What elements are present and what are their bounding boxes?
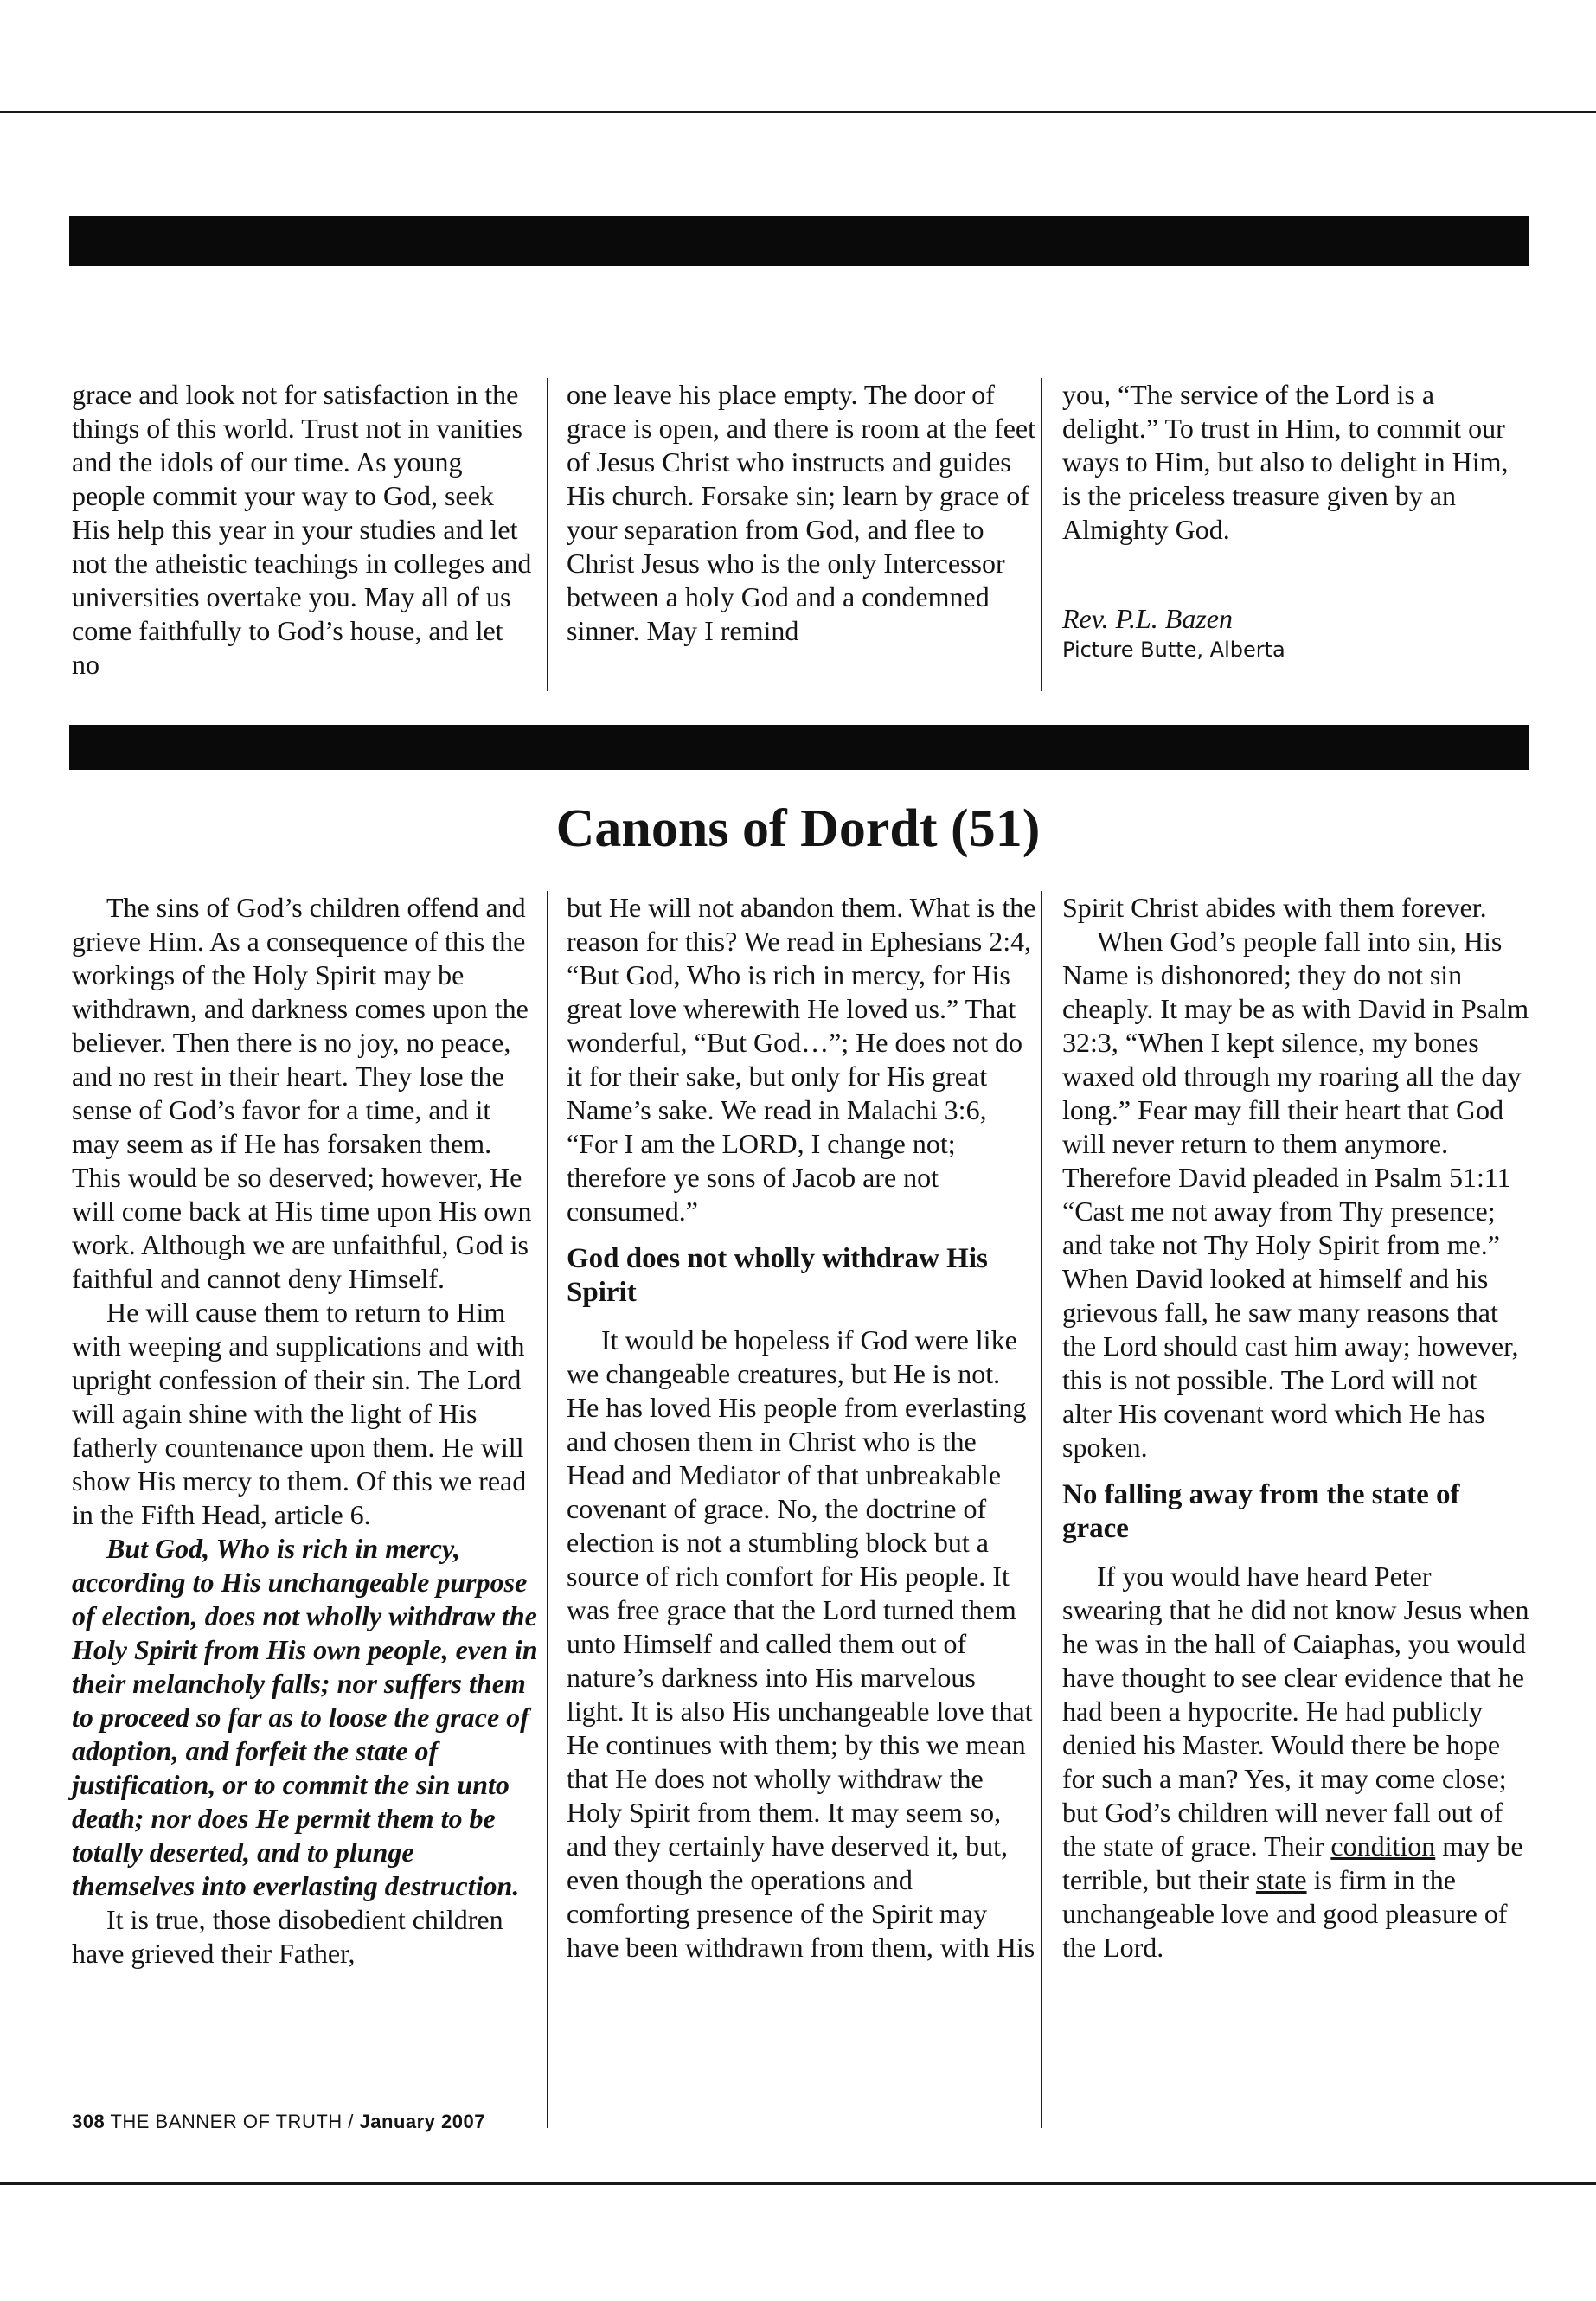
section-band — [69, 725, 1529, 770]
column-divider — [547, 891, 548, 2128]
article-title: Canons of Dordt (51) — [555, 799, 1041, 858]
paragraph-text: may be terrible, but their — [1062, 1830, 1523, 1895]
author-name: Rev. P.L. Bazen — [1062, 603, 1233, 634]
article-paragraph: but He will not abandon them. What is the reason for this? We read in Ephesians 2:4, “But God, Who is rich in mercy, for His great love wherewith He loved us.” That wonderful, “But God…”; He does not do it for their sake, but only for His great Name’s sake. We read in Malachi 3:6, “For I am the LORD, I change not; therefore ye sons of Jacob are not consumed.” — [567, 892, 1036, 1227]
article-column-2 — [567, 891, 1038, 1965]
article-column-1 — [72, 891, 539, 1971]
column-divider — [1041, 378, 1042, 691]
section-subheading: No falling away from the state of grace — [1062, 1479, 1460, 1544]
canon-quote: But God, Who is rich in mercy, according to His unchangeable purpose of election, does not wholly withdraw the Holy Spirit from His own people, even in their melancholy falls; nor suffers them to proceed so far as to loose the grace of adoption, and forfeit the state of justification, or to commit the sin unto death; nor does He permit them to be totally deserted, and to plunge themselves into everlasting destruction. — [72, 1533, 538, 1901]
top-column-3-text: you, “The service of the Lord is a delight.” To trust in Him, to commit our ways to Him, but also to delight in Him, is the priceless treasure given by an Almighty God. — [1062, 379, 1509, 545]
column-divider — [547, 378, 548, 691]
page-number: 308 — [72, 2111, 106, 2132]
article-paragraph: When God’s people fall into sin, His Name is dishonored; they do not sin cheaply. It may be as with David in Psalm 32:3, “When I kept silence, my bones waxed old through my roaring all the day long.” Fear may fill their heart that God will never return to them anymore. Therefore David pleaded in Psalm 51:11 “Cast me not away from Thy presence; and take not Thy Holy Spirit from me.” When David looked at himself and his grievous fall, he saw many reasons that the Lord should cast him away; however, this is not possible. The Lord will not alter His covenant word which He has spoken. — [1062, 926, 1529, 1463]
page-footer — [72, 2111, 485, 2133]
top-column-1 — [72, 378, 536, 682]
article-paragraph: Spirit Christ abides with them forever. — [1062, 892, 1487, 923]
top-column-2 — [567, 378, 1038, 648]
column-divider — [1041, 891, 1042, 2128]
underlined-word-state: state — [1255, 1864, 1307, 1895]
footer-separator: / — [348, 2111, 354, 2132]
article-paragraph: It would be hopeless if God were like we changeable creatures, but He is not. He has loved His people from everlasting and chosen them in Christ who is the Head and Mediator of that unbreakable covenant of grace. No, the doctrine of election is not a stumbling block but a source of rich comfort for His people. It was free grace that the Lord turned them unto Himself and called them out of nature’s darkness into His marvelous light. It is also His unchangeable love that He continues with them; by this we mean that He does not wholly withdraw the Holy Spirit from them. It may seem so, and they certainly have deserved it, but, even though the operations and comforting presence of the Spirit may have been withdrawn from them, with His — [567, 1324, 1035, 1963]
article-paragraph: He will cause them to return to Him with weeping and supplications and with upright confession of their sin. The Lord will again shine with the light of His fatherly countenance upon them. He will show His mercy to them. Of this we read in the Fifth Head, article 6. — [72, 1297, 527, 1530]
article-column-3 — [1062, 891, 1529, 1965]
top-column-2-text: one leave his place empty. The door of grace is open, and there is room at the feet of Jesus Christ who instructs and guides His church. Forsake sin; learn by grace of your separation from God, and flee to Christ Jesus who is the only Intercessor between a holy God and a condemned sinner. May I remind — [567, 379, 1035, 646]
issue-date: January 2007 — [359, 2111, 485, 2132]
paragraph-text: is firm in the unchangeable love and good pleasure of the Lord. — [1062, 1864, 1508, 1963]
header-band — [69, 216, 1529, 266]
author-place: Picture Butte, Alberta — [1062, 638, 1285, 662]
publication-name: THE BANNER OF TRUTH — [110, 2111, 343, 2132]
section-subheading: God does not wholly withdraw His Spirit — [567, 1243, 988, 1308]
underlined-word-condition: condition — [1330, 1830, 1436, 1862]
article-paragraph: It is true, those disobedient children have grieved their Father, — [72, 1904, 503, 1969]
top-column-1-text: grace and look not for satisfaction in the things of this world. Trust not in vanities and the idols of our time. As young people commit your way to God, seek His help this year in your studies and let not the atheistic teachings in colleges and universities overtake you. May all of us come faithfully to God’s house, and let no — [72, 379, 532, 680]
article-paragraph: The sins of God’s children offend and grieve Him. As a consequence of this the workings of the Holy Spirit may be withdrawn, and darkness comes upon the believer. Then there is no joy, no peace, and no rest in their heart. They lose the sense of God’s favor for a time, and it may seem as if He has forsaken them. This would be so deserved; however, He will come back at His time upon His own work. Although we are unfaithful, God is faithful and cannot deny Himself. — [72, 892, 532, 1294]
paragraph-text: If you would have heard Peter swearing that he did not know Jesus when he was in the hall of Caiaphas, you would have thought to see clear evidence that he had been a hypocrite. He had publicly denied his Master. Would there be hope for such a man? Yes, it may come close; but God’s children will never fall out of the state of grace. Their — [1062, 1561, 1529, 1862]
top-column-3 — [1062, 378, 1529, 663]
article-paragraph — [1062, 1560, 1529, 1965]
bottom-rule — [0, 2182, 1596, 2185]
top-rule — [0, 111, 1596, 113]
